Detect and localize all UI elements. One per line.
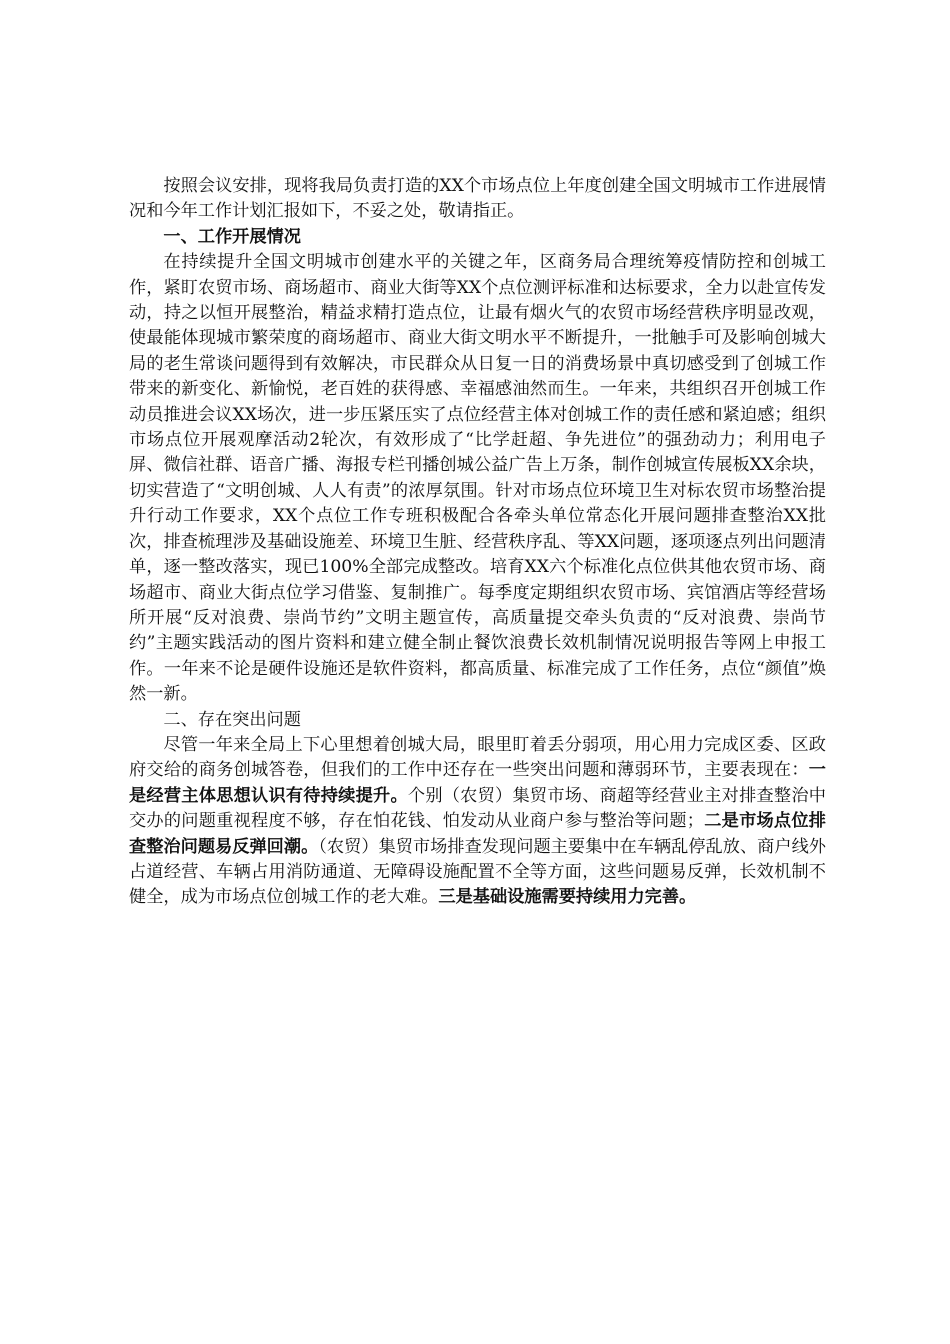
problem-detail-1: 个别（农贸）集贸市场、商超等经营业主对排查整治中交办的问题重视程度不够，存在怕花钱、怕发动从业商户参与整治等问题； (129, 785, 826, 832)
section-heading-problems: 二、存在突出问题 (163, 709, 301, 730)
work-progress-paragraph: 在持续提升全国文明城市创建水平的关键之年，区商务局合理统筹疫情防控和创城工作，紧盯农贸市场、商场超市、商业大街等XX个点位测评标准和达标要求，全力以赴宣传发动，持之以恒开展整治，精益求精打造点位，让最有烟火气的农贸市场经营秩序明显改观，使最能体现城市繁荣度的商场超市、商业大街文明水平不断提升，一批触手可及影响创城大局的老生常谈问题得到有效解决，市民群众从日复一日的消费场景中真切感受到了创城工作带来的新变化、新愉悦，老百姓的获得感、幸福感油然而生。一年来，共组织召开创城工作动员推进会议XX场次，进一步压紧压实了点位经营主体对创城工作的责任感和紧迫感；组织市场点位开展观摩活动2轮次，有效形成了“比学赶超、争先进位”的强劲动力；利用电子屏、微信社群、语音广播、海报专栏刊播创城公益广告上万条，制作创城宣传展板XX余块，切实营造了“文明创城、人人有责”的浓厚氛围。针对市场点位环境卫生对标农贸市场整治提升行动工作要求，XX个点位工作专班积极配合各牵头单位常态化开展问题排查整治XX批次，排查梳理涉及基础设施差、环境卫生脏、经营秩序乱、等XX问题，逐项逐点列出问题清单，逐一整改落实，现已100%全部完成整改。培育XX六个标准化点位供其他农贸市场、商场超市、商业大街点位学习借鉴、复制推广。每季度定期组织农贸市场、宾馆酒店等经营场所开展“反对浪费、崇尚节约”文明主题宣传，高质量提交牵头负责的“反对浪费、崇尚节约”主题实践活动的图片资料和建立健全制止餐饮浪费长效机制情况说明报告等网上申报工作。一年来不论是硬件设施还是软件资料，都高质量、标准完成了工作任务，点位“颜值”焕然一新。 (129, 252, 826, 705)
intro-paragraph: 按照会议安排，现将我局负责打造的XX个市场点位上年度创建全国文明城市工作进展情况和今年工作计划汇报如下，不妥之处，敬请指正。 (129, 176, 826, 222)
problem-detail-2: （农贸）集贸市场排查发现问题主要集中在车辆乱停乱放、商户线外占道经营、车辆占用消防通道、无障碍设施配置不全等方面，这些问题易反弹，长效机制不健全，成为市场点位创城工作的老大难。 (129, 836, 826, 908)
problems-paragraph (129, 733, 826, 911)
document-body (129, 174, 826, 911)
problem-point-3: 三是基础设施需要持续用力完善。 (438, 887, 697, 908)
section-heading-work-progress: 一、工作开展情况 (163, 226, 301, 247)
problem-point-1: 一是经营主体思想认识有待持续提升。 (129, 760, 826, 806)
problems-intro-text: 尽管一年来全局上下心里想着创城大局，眼里盯着丢分弱项，用心用力完成区委、区政府交给的商务创城答卷，但我们的工作中还存在一些突出问题和薄弱环节，主要表现在： (129, 734, 826, 781)
problem-point-2: 二是市场点位排查整治问题易反弹回潮。 (129, 811, 826, 857)
